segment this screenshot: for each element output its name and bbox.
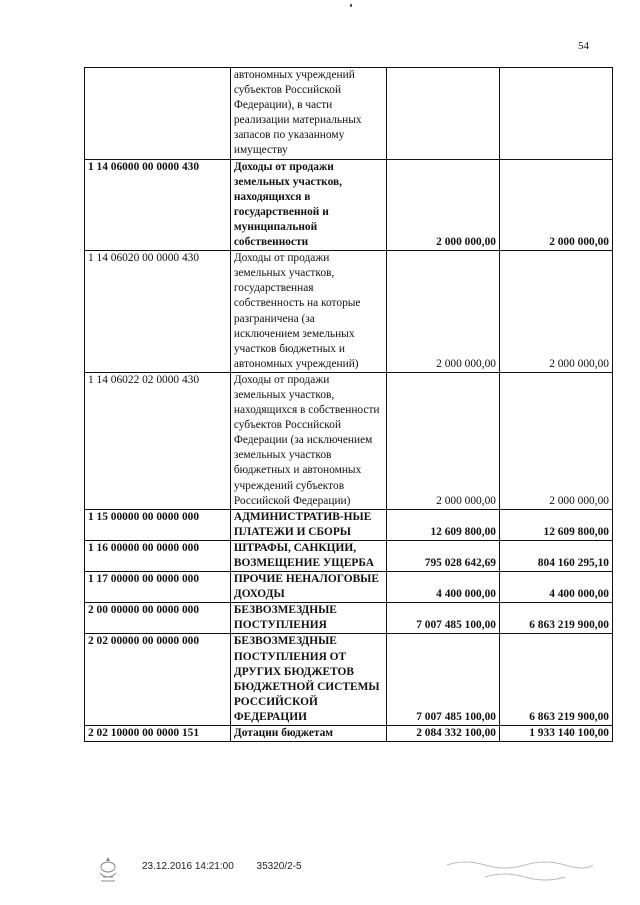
row-amount-2018: 6 863 219 900,00	[499, 603, 612, 634]
row-amount-2017: 4 400 000,00	[386, 572, 499, 603]
row-amount-2017: 12 609 800,00	[386, 509, 499, 540]
table-row	[85, 634, 613, 726]
row-amount-2017: 2 084 332 100,00	[386, 726, 499, 742]
table-row	[85, 726, 613, 742]
row-amount-2018: 2 000 000,00	[499, 251, 612, 373]
table-row	[85, 509, 613, 540]
row-name: ШТРАФЫ, САНКЦИИ, ВОЗМЕЩЕНИЕ УЩЕРБА	[230, 540, 386, 571]
row-amount-2017: 7 007 485 100,00	[386, 634, 499, 726]
row-name: БЕЗВОЗМЕЗДНЫЕ ПОСТУПЛЕНИЯ	[230, 603, 386, 634]
row-code	[85, 68, 231, 160]
table-row	[85, 251, 613, 373]
row-amount-2018	[499, 68, 612, 160]
row-name: автономных учреждений субъектов Российской Федерации), в части реализации материальных запасов по указанному имуществу	[230, 68, 386, 160]
row-code: 1 15 00000 00 0000 000	[85, 509, 231, 540]
row-code: 1 14 06022 02 0000 430	[85, 372, 231, 509]
row-code: 1 14 06000 00 0000 430	[85, 159, 231, 251]
row-amount-2017: 2 000 000,00	[386, 159, 499, 251]
row-name: Доходы от продажи земельных участков, находящихся в государственной и муниципальной собственности	[230, 159, 386, 251]
row-code: 1 16 00000 00 0000 000	[85, 540, 231, 571]
page-number: 54	[578, 40, 589, 52]
row-amount-2018: 6 863 219 900,00	[499, 634, 612, 726]
footer-doc-number: 35320/2-5	[256, 861, 302, 872]
row-amount-2018: 1 933 140 100,00	[499, 726, 612, 742]
row-amount-2018: 804 160 295,10	[499, 540, 612, 571]
table-row	[85, 603, 613, 634]
footer-timestamp: 23.12.2016 14:21:00	[142, 861, 234, 872]
footer	[142, 861, 322, 872]
row-amount-2018: 2 000 000,00	[499, 372, 612, 509]
table-row	[85, 159, 613, 251]
table-row	[85, 540, 613, 571]
row-name: АДМИНИСТРАТИВ-НЫЕ ПЛАТЕЖИ И СБОРЫ	[230, 509, 386, 540]
table-row	[85, 68, 613, 160]
row-code: 2 00 00000 00 0000 000	[85, 603, 231, 634]
row-amount-2017	[386, 68, 499, 160]
budget-table-body	[85, 68, 613, 742]
row-amount-2018: 4 400 000,00	[499, 572, 612, 603]
table-row	[85, 372, 613, 509]
table-row	[85, 572, 613, 603]
row-name: Доходы от продажи земельных участков, находящихся в собственности субъектов Российской Федерации (за исключением земельных участков бюджетных и автономных учреждений субъектов Российской Федерации)	[230, 372, 386, 509]
scan-speck	[350, 4, 352, 7]
row-amount-2018: 2 000 000,00	[499, 159, 612, 251]
row-code: 2 02 10000 00 0000 151	[85, 726, 231, 742]
row-amount-2017: 795 028 642,69	[386, 540, 499, 571]
row-amount-2017: 2 000 000,00	[386, 251, 499, 373]
row-name: Доходы от продажи земельных участков, государственная собственность на которые разграничена (за исключением земельных участков бюджетных и автономных учреждений)	[230, 251, 386, 373]
budget-table	[84, 67, 613, 742]
row-amount-2017: 7 007 485 100,00	[386, 603, 499, 634]
row-amount-2018: 12 609 800,00	[499, 509, 612, 540]
signature-stamp	[445, 857, 595, 883]
row-code: 2 02 00000 00 0000 000	[85, 634, 231, 726]
row-name: БЕЗВОЗМЕЗДНЫЕ ПОСТУПЛЕНИЯ ОТ ДРУГИХ БЮДЖЕТОВ БЮДЖЕТНОЙ СИСТЕМЫ РОССИЙСКОЙ ФЕДЕРАЦИИ	[230, 634, 386, 726]
row-name: ПРОЧИЕ НЕНАЛОГОВЫЕ ДОХОДЫ	[230, 572, 386, 603]
row-amount-2017: 2 000 000,00	[386, 372, 499, 509]
row-code: 1 17 00000 00 0000 000	[85, 572, 231, 603]
row-code: 1 14 06020 00 0000 430	[85, 251, 231, 373]
seal-emblem-icon	[95, 855, 121, 883]
row-name: Дотации бюджетам	[230, 726, 386, 742]
